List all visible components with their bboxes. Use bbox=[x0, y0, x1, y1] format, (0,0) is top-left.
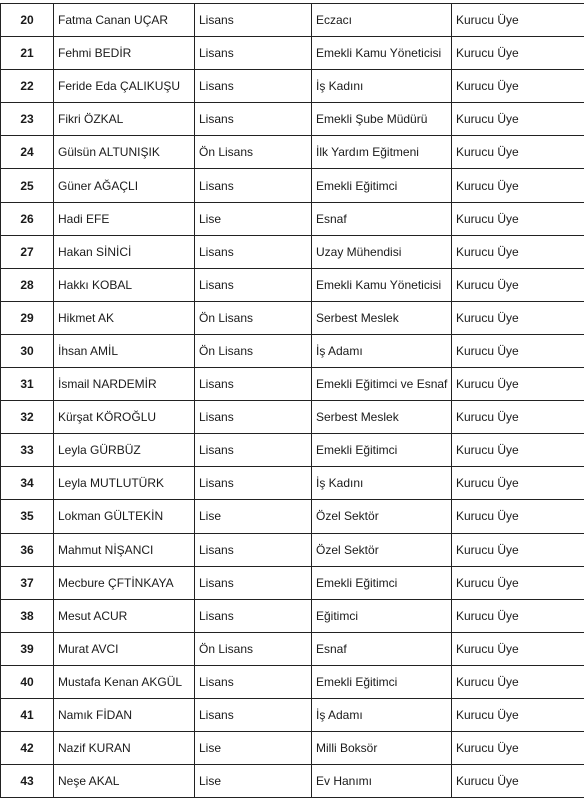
row-number-cell: 33 bbox=[1, 434, 54, 467]
row-number-cell: 22 bbox=[1, 70, 54, 103]
member-name-cell: Leyla MUTLUTÜRK bbox=[54, 467, 195, 500]
table-row bbox=[1, 599, 584, 632]
row-number-cell: 28 bbox=[1, 268, 54, 301]
row-number-cell: 42 bbox=[1, 732, 54, 765]
occupation-cell: Serbest Meslek bbox=[312, 301, 452, 334]
table-row bbox=[1, 632, 584, 665]
education-level-cell: Lisans bbox=[195, 533, 312, 566]
education-level-cell: Lisans bbox=[195, 169, 312, 202]
member-name-cell: Fikri ÖZKAL bbox=[54, 103, 195, 136]
occupation-cell: Emekli Eğitimci bbox=[312, 434, 452, 467]
occupation-cell: İş Adamı bbox=[312, 698, 452, 731]
member-name-cell: İhsan AMİL bbox=[54, 334, 195, 367]
row-number-cell: 35 bbox=[1, 500, 54, 533]
member-name-cell: Namık FİDAN bbox=[54, 698, 195, 731]
education-level-cell: Lisans bbox=[195, 566, 312, 599]
member-role-cell: Kurucu Üye bbox=[452, 202, 584, 235]
member-name-cell: Murat AVCI bbox=[54, 632, 195, 665]
table-row bbox=[1, 765, 584, 798]
row-number-cell: 21 bbox=[1, 37, 54, 70]
member-name-cell: Mahmut NİŞANCI bbox=[54, 533, 195, 566]
member-role-cell: Kurucu Üye bbox=[452, 334, 584, 367]
member-role-cell: Kurucu Üye bbox=[452, 268, 584, 301]
occupation-cell: Serbest Meslek bbox=[312, 401, 452, 434]
education-level-cell: Lisans bbox=[195, 70, 312, 103]
education-level-cell: Lisans bbox=[195, 368, 312, 401]
row-number-cell: 34 bbox=[1, 467, 54, 500]
occupation-cell: Emekli Eğitimci bbox=[312, 566, 452, 599]
table-row bbox=[1, 401, 584, 434]
education-level-cell: Lise bbox=[195, 500, 312, 533]
row-number-cell: 40 bbox=[1, 665, 54, 698]
member-role-cell: Kurucu Üye bbox=[452, 665, 584, 698]
table-row bbox=[1, 136, 584, 169]
education-level-cell: Lisans bbox=[195, 698, 312, 731]
occupation-cell: Ev Hanımı bbox=[312, 765, 452, 798]
row-number-cell: 43 bbox=[1, 765, 54, 798]
row-number-cell: 26 bbox=[1, 202, 54, 235]
row-number-cell: 24 bbox=[1, 136, 54, 169]
education-level-cell: Lise bbox=[195, 202, 312, 235]
occupation-cell: Eczacı bbox=[312, 4, 452, 37]
member-role-cell: Kurucu Üye bbox=[452, 4, 584, 37]
member-name-cell: Fehmi BEDİR bbox=[54, 37, 195, 70]
occupation-cell: İş Adamı bbox=[312, 334, 452, 367]
table-row bbox=[1, 434, 584, 467]
occupation-cell: Emekli Şube Müdürü bbox=[312, 103, 452, 136]
table-row bbox=[1, 334, 584, 367]
table-row bbox=[1, 566, 584, 599]
row-number-cell: 32 bbox=[1, 401, 54, 434]
education-level-cell: Lisans bbox=[195, 401, 312, 434]
member-name-cell: Mecbure ÇFTİNKAYA bbox=[54, 566, 195, 599]
member-role-cell: Kurucu Üye bbox=[452, 70, 584, 103]
member-name-cell: Hikmet AK bbox=[54, 301, 195, 334]
member-role-cell: Kurucu Üye bbox=[452, 301, 584, 334]
row-number-cell: 31 bbox=[1, 368, 54, 401]
table-row bbox=[1, 268, 584, 301]
table-row bbox=[1, 533, 584, 566]
member-name-cell: Leyla GÜRBÜZ bbox=[54, 434, 195, 467]
member-name-cell: Lokman GÜLTEKİN bbox=[54, 500, 195, 533]
row-number-cell: 27 bbox=[1, 235, 54, 268]
row-number-cell: 23 bbox=[1, 103, 54, 136]
table-row bbox=[1, 169, 584, 202]
occupation-cell: Esnaf bbox=[312, 202, 452, 235]
member-role-cell: Kurucu Üye bbox=[452, 103, 584, 136]
occupation-cell: İş Kadını bbox=[312, 467, 452, 500]
education-level-cell: Lisans bbox=[195, 268, 312, 301]
education-level-cell: Lisans bbox=[195, 4, 312, 37]
member-name-cell: Mustafa Kenan AKGÜL bbox=[54, 665, 195, 698]
row-number-cell: 25 bbox=[1, 169, 54, 202]
occupation-cell: Özel Sektör bbox=[312, 533, 452, 566]
occupation-cell: Milli Boksör bbox=[312, 732, 452, 765]
table-row bbox=[1, 103, 584, 136]
occupation-cell: Emekli Eğitimci bbox=[312, 169, 452, 202]
member-role-cell: Kurucu Üye bbox=[452, 632, 584, 665]
member-name-cell: Fatma Canan UÇAR bbox=[54, 4, 195, 37]
member-role-cell: Kurucu Üye bbox=[452, 401, 584, 434]
members-table-body bbox=[1, 4, 584, 798]
table-row bbox=[1, 37, 584, 70]
member-name-cell: İsmail NARDEMİR bbox=[54, 368, 195, 401]
table-row bbox=[1, 500, 584, 533]
row-number-cell: 39 bbox=[1, 632, 54, 665]
table-row bbox=[1, 698, 584, 731]
member-name-cell: Hakkı KOBAL bbox=[54, 268, 195, 301]
education-level-cell: Ön Lisans bbox=[195, 334, 312, 367]
education-level-cell: Lisans bbox=[195, 235, 312, 268]
row-number-cell: 20 bbox=[1, 4, 54, 37]
occupation-cell: Emekli Kamu Yöneticisi bbox=[312, 268, 452, 301]
member-role-cell: Kurucu Üye bbox=[452, 765, 584, 798]
table-row bbox=[1, 235, 584, 268]
row-number-cell: 30 bbox=[1, 334, 54, 367]
member-role-cell: Kurucu Üye bbox=[452, 467, 584, 500]
occupation-cell: Eğitimci bbox=[312, 599, 452, 632]
member-role-cell: Kurucu Üye bbox=[452, 136, 584, 169]
member-name-cell: Mesut ACUR bbox=[54, 599, 195, 632]
education-level-cell: Lisans bbox=[195, 103, 312, 136]
table-row bbox=[1, 202, 584, 235]
row-number-cell: 29 bbox=[1, 301, 54, 334]
occupation-cell: İş Kadını bbox=[312, 70, 452, 103]
member-name-cell: Nazif KURAN bbox=[54, 732, 195, 765]
member-role-cell: Kurucu Üye bbox=[452, 434, 584, 467]
education-level-cell: Lisans bbox=[195, 37, 312, 70]
member-role-cell: Kurucu Üye bbox=[452, 169, 584, 202]
row-number-cell: 37 bbox=[1, 566, 54, 599]
table-row bbox=[1, 368, 584, 401]
member-role-cell: Kurucu Üye bbox=[452, 368, 584, 401]
member-role-cell: Kurucu Üye bbox=[452, 698, 584, 731]
education-level-cell: Ön Lisans bbox=[195, 632, 312, 665]
occupation-cell: Esnaf bbox=[312, 632, 452, 665]
table-row bbox=[1, 732, 584, 765]
table-row bbox=[1, 301, 584, 334]
education-level-cell: Lisans bbox=[195, 665, 312, 698]
member-role-cell: Kurucu Üye bbox=[452, 235, 584, 268]
member-name-cell: Neşe AKAL bbox=[54, 765, 195, 798]
member-role-cell: Kurucu Üye bbox=[452, 533, 584, 566]
row-number-cell: 41 bbox=[1, 698, 54, 731]
table-row bbox=[1, 665, 584, 698]
occupation-cell: İlk Yardım Eğitmeni bbox=[312, 136, 452, 169]
members-table bbox=[0, 3, 584, 798]
occupation-cell: Emekli Eğitimci ve Esnaf bbox=[312, 368, 452, 401]
occupation-cell: Emekli Eğitimci bbox=[312, 665, 452, 698]
member-name-cell: Feride Eda ÇALIKUŞU bbox=[54, 70, 195, 103]
occupation-cell: Uzay Mühendisi bbox=[312, 235, 452, 268]
table-row bbox=[1, 70, 584, 103]
member-role-cell: Kurucu Üye bbox=[452, 732, 584, 765]
education-level-cell: Ön Lisans bbox=[195, 301, 312, 334]
education-level-cell: Lise bbox=[195, 732, 312, 765]
education-level-cell: Ön Lisans bbox=[195, 136, 312, 169]
education-level-cell: Lisans bbox=[195, 467, 312, 500]
member-name-cell: Kürşat KÖROĞLU bbox=[54, 401, 195, 434]
education-level-cell: Lisans bbox=[195, 599, 312, 632]
education-level-cell: Lise bbox=[195, 765, 312, 798]
member-role-cell: Kurucu Üye bbox=[452, 37, 584, 70]
member-role-cell: Kurucu Üye bbox=[452, 599, 584, 632]
table-row bbox=[1, 4, 584, 37]
member-name-cell: Gülsün ALTUNIŞIK bbox=[54, 136, 195, 169]
occupation-cell: Özel Sektör bbox=[312, 500, 452, 533]
table-row bbox=[1, 467, 584, 500]
member-role-cell: Kurucu Üye bbox=[452, 566, 584, 599]
row-number-cell: 36 bbox=[1, 533, 54, 566]
member-name-cell: Hakan SİNİCİ bbox=[54, 235, 195, 268]
member-role-cell: Kurucu Üye bbox=[452, 500, 584, 533]
member-name-cell: Güner AĞAÇLI bbox=[54, 169, 195, 202]
row-number-cell: 38 bbox=[1, 599, 54, 632]
member-name-cell: Hadi EFE bbox=[54, 202, 195, 235]
education-level-cell: Lisans bbox=[195, 434, 312, 467]
occupation-cell: Emekli Kamu Yöneticisi bbox=[312, 37, 452, 70]
